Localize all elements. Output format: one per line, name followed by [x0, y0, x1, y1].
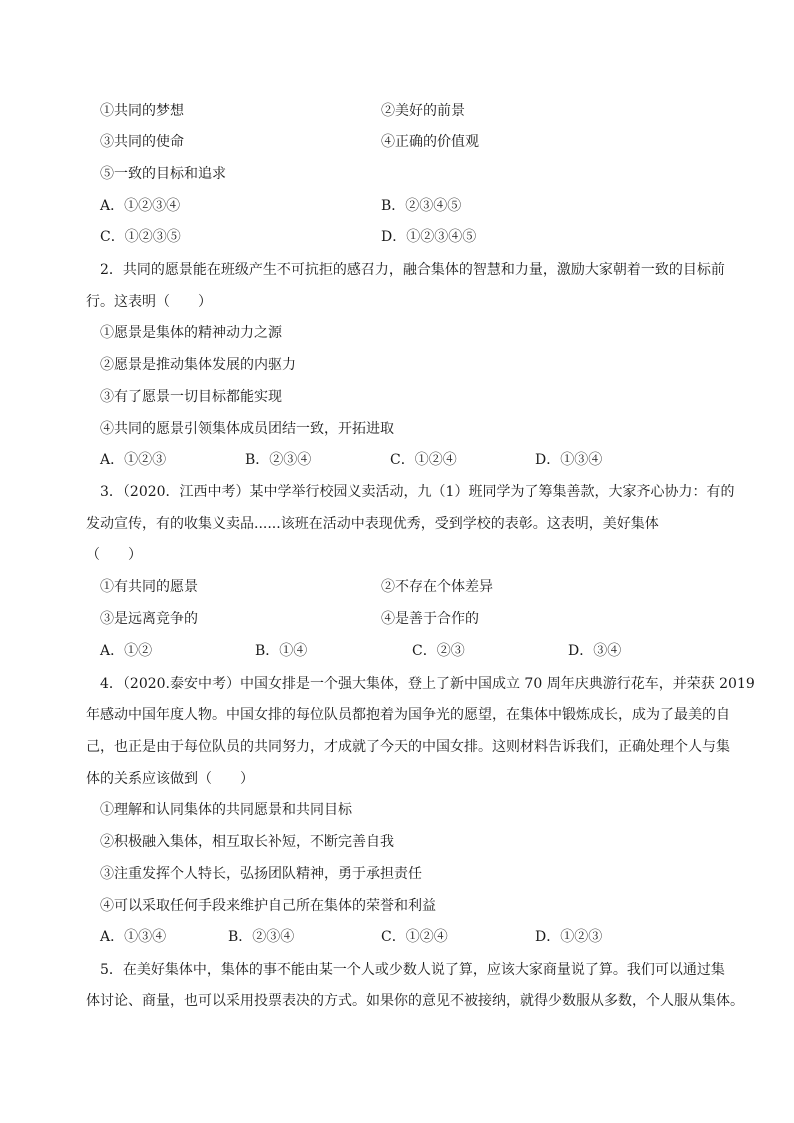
q4-stem-line1: 4．（2020.泰安中考）中国女排是一个强大集体，登上了新中国成立 70 周年庆典游行花车，并荣获 2019 — [100, 676, 755, 692]
q3-item-4: ④是善于合作的 — [381, 611, 479, 627]
q4-option-d: D．①②③ — [535, 929, 603, 945]
q4-option-c: C．①②④ — [381, 929, 448, 945]
q1-item-2: ②美好的前景 — [381, 103, 465, 119]
q5-stem-line1: 5．在美好集体中，集体的事不能由某一个人或少数人说了算，应该大家商量说了算。我们可以通过集 — [100, 962, 725, 978]
q4-item-4: ④可以采取任何手段来维护自己所在集体的荣誉和利益 — [100, 898, 436, 914]
q4-option-a: A．①③④ — [100, 929, 167, 945]
q3-item-1: ①有共同的愿景 — [100, 579, 198, 595]
q4-option-b: B．②③④ — [228, 929, 295, 945]
q3-option-b: B．①④ — [255, 643, 308, 659]
q3-item-2: ②不存在个体差异 — [381, 579, 493, 595]
q2-item-3: ③有了愿景一切目标都能实现 — [100, 389, 282, 405]
q2-option-a: A．①②③ — [100, 452, 167, 468]
q4-stem-line2: 年感动中国年度人物。中国女排的每位队员都抱着为国争光的愿望，在集体中锻炼成长，成为了最美的自 — [86, 707, 730, 723]
q4-stem-line4: 体的关系应该做到（ ） — [86, 771, 254, 787]
q4-item-1: ①理解和认同集体的共同愿景和共同目标 — [100, 802, 352, 818]
q4-stem-line3: 己，也正是由于每位队员的共同努力，才成就了今天的中国女排。这则材料告诉我们，正确处理个人与集 — [86, 739, 730, 755]
q5-stem-line2: 体讨论、商量，也可以采用投票表决的方式。如果你的意见不被接纳，就得少数服从多数，个人服从集体。 — [86, 993, 744, 1009]
q1-item-3: ③共同的使命 — [100, 134, 184, 150]
q3-item-3: ③是远离竞争的 — [100, 611, 198, 627]
q2-option-c: C．①②④ — [390, 452, 457, 468]
q2-option-d: D．①③④ — [535, 452, 603, 468]
q1-item-5: ⑤一致的目标和追求 — [100, 166, 226, 182]
q1-option-c: C．①②③⑤ — [100, 229, 181, 245]
q1-option-b: B．②③④⑤ — [381, 198, 462, 214]
q1-option-d: D．①②③④⑤ — [381, 229, 477, 245]
q4-item-3: ③注重发挥个人特长，弘扬团队精神，勇于承担责任 — [100, 866, 422, 882]
q3-stem-line1: 3．（2020．江西中考）某中学举行校园义卖活动，九（1）班同学为了筹集善款，大家齐心协力：有的 — [100, 484, 735, 500]
q3-option-a: A．①② — [100, 643, 153, 659]
q3-stem-line2: 发动宣传，有的收集义卖品......该班在活动中表现优秀，受到学校的表彰。这表明，美好集体 — [86, 516, 659, 532]
q2-option-b: B．②③④ — [245, 452, 312, 468]
q1-item-1: ①共同的梦想 — [100, 103, 184, 119]
q2-stem-line1: 2．共同的愿景能在班级产生不可抗拒的感召力，融合集体的智慧和力量，激励大家朝着一致的目标前 — [100, 262, 725, 278]
q2-item-4: ④共同的愿景引领集体成员团结一致，开拓进取 — [100, 421, 394, 437]
q3-option-d: D．③④ — [568, 643, 622, 659]
q4-item-2: ②积极融入集体，相互取长补短，不断完善自我 — [100, 834, 394, 850]
q2-item-2: ②愿景是推动集体发展的内驱力 — [100, 357, 296, 373]
q2-stem-line2: 行。这表明（ ） — [86, 294, 212, 310]
q3-stem-line3: （ ） — [86, 547, 142, 563]
q1-item-4: ④正确的价值观 — [381, 134, 479, 150]
q3-option-c: C．②③ — [412, 643, 465, 659]
q1-option-a: A．①②③④ — [100, 198, 181, 214]
q2-item-1: ①愿景是集体的精神动力之源 — [100, 325, 282, 341]
